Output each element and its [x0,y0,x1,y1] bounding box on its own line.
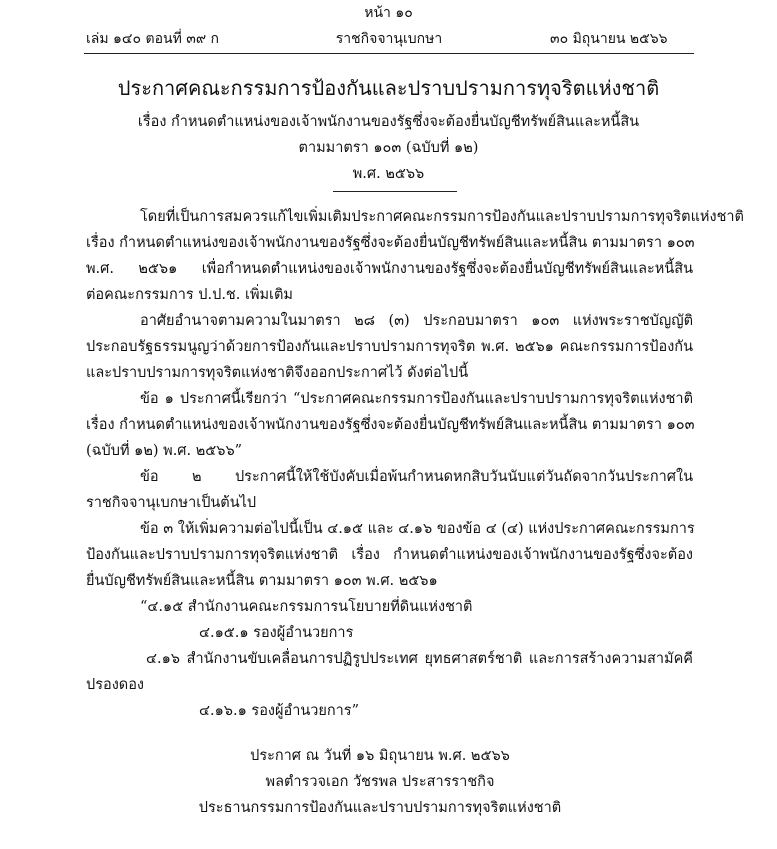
clause-1-line: ข้อ ๑ ประกาศนี้เรียกว่า “ประกาศคณะกรรมการป้องกันและปราบปรามการทุจริตแห่งชาติ [140,391,693,407]
document-year: พ.ศ. ๒๕๖๖ [352,166,425,182]
item-4-15-1: ๔.๑๕.๑ รองผู้อำนวยการ [199,625,354,641]
item-4-16-cont: ปรองดอง [86,677,144,693]
paragraph-line: เรื่อง กำหนดตำแหน่งของเจ้าพนักงานของรัฐซึ่งจะต้องยื่นบัญชีทรัพย์สินและหนี้สิน ตามมาตรา ๑๐๓ [86,235,695,251]
paragraph-line: และปราบปรามการทุจริตแห่งชาติจึงออกประกาศไว้ ดังต่อไปนี้ [86,365,469,381]
announcement-date: ประกาศ ณ วันที่ ๑๖ มิถุนายน พ.ศ. ๒๕๖๖ [250,748,510,764]
item-4-15: “๔.๑๕ สำนักงานคณะกรรมการนโยบายที่ดินแห่งชาติ [140,599,473,615]
clause-1-line: (ฉบับที่ ๑๒) พ.ศ. ๒๕๖๖” [86,443,243,459]
page-number: หน้า ๑๐ [364,5,413,21]
title-divider [333,191,457,192]
signatory-position: ประธานกรรมการป้องกันและปราบปรามการทุจริตแห่งชาติ [198,800,562,816]
signatory-name: พลตำรวจเอก วัชรพล ประสารราชกิจ [265,774,495,790]
paragraph-line: ประกอบรัฐธรรมนูญว่าด้วยการป้องกันและปราบปรามการทุจริต พ.ศ. ๒๕๖๑ คณะกรรมการป้องกัน [86,339,693,355]
paragraph-line: อาศัยอำนาจตามความในมาตรา ๒๘ (๓) ประกอบมาตรา ๑๐๓ แห่งพระราชบัญญัติ [140,313,693,329]
clause-3-line: ข้อ ๓ ให้เพิ่มความต่อไปนี้เป็น ๔.๑๕ และ ๔.๑๖ ของข้อ ๔ (๔) แห่งประกาศคณะกรรมการ [140,521,695,537]
volume-info: เล่ม ๑๔๐ ตอนที่ ๓๙ ก [86,31,220,47]
item-4-16: ๔.๑๖ สำนักงานขับเคลื่อนการปฏิรูปประเทศ ยุทธศาสตร์ชาติ และการสร้างความสามัคคี [146,651,693,667]
item-4-16-1: ๔.๑๖.๑ รองผู้อำนวยการ” [199,703,360,719]
clause-1-line: เรื่อง กำหนดตำแหน่งของเจ้าพนักงานของรัฐซึ่งจะต้องยื่นบัญชีทรัพย์สินและหนี้สิน ตามมาตรา ๑๐๓ [86,417,695,433]
document-subject: เรื่อง กำหนดตำแหน่งของเจ้าพนักงานของรัฐซึ่งจะต้องยื่นบัญชีทรัพย์สินและหนี้สิน [137,114,640,130]
gazette-name: ราชกิจจานุเบกษา [335,31,443,47]
paragraph-line: พ.ศ. ๒๕๖๑ เพื่อกำหนดตำแหน่งของเจ้าพนักงานของรัฐซึ่งจะต้องยื่นบัญชีทรัพย์สินและหนี้สิน [86,261,693,277]
document-title: ประกาศคณะกรรมการป้องกันและปราบปรามการทุจริตแห่งชาติ [117,76,660,100]
header-divider [84,53,694,54]
clause-2-line: ข้อ ๒ ประกาศนี้ให้ใช้บังคับเมื่อพ้นกำหนดหกสิบวันนับแต่วันถัดจากวันประกาศใน [140,469,693,485]
paragraph-line: โดยที่เป็นการสมควรแก้ไขเพิ่มเติมประกาศคณะกรรมการป้องกันและปราบปรามการทุจริตแห่งชาติ [140,209,744,225]
clause-2-line: ราชกิจจานุเบกษาเป็นต้นไป [86,495,257,511]
document-section: ตามมาตรา ๑๐๓ (ฉบับที่ ๑๒) [298,140,479,156]
paragraph-line: ต่อคณะกรรมการ ป.ป.ช. เพิ่มเติม [86,287,293,303]
clause-3-line: ป้องกันและปราบปรามการทุจริตแห่งชาติ เรื่อง กำหนดตำแหน่งของเจ้าพนักงานของรัฐซึ่งจะต้อง [86,547,693,563]
publication-date: ๓๐ มิถุนายน ๒๕๖๖ [550,31,668,47]
clause-3-line: ยื่นบัญชีทรัพย์สินและหนี้สิน ตามมาตรา ๑๐๓ พ.ศ. ๒๕๖๑ [86,573,438,589]
